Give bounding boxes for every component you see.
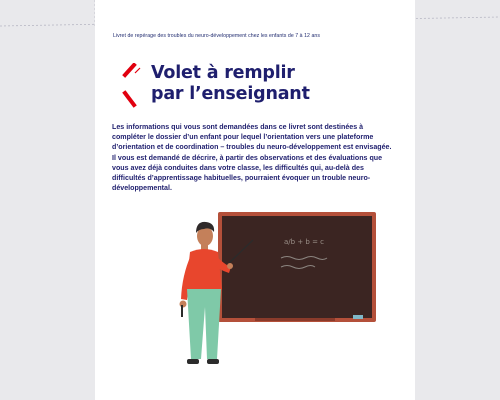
document-page <box>95 0 415 400</box>
page-title <box>151 63 351 105</box>
title-line-1: Volet à remplir <box>151 63 295 83</box>
board-formula: a/b + b = c <box>284 238 325 246</box>
title-line-2: par l’enseignant <box>151 84 310 104</box>
red-bracket-icon <box>120 63 142 109</box>
teacher-at-chalkboard-illustration <box>95 200 415 400</box>
document-header: Livret de repérage des troubles du neuro-développement chez les enfants de 7 à 12 ans <box>113 33 320 39</box>
intro-paragraph: Les informations qui vous sont demandées dans ce livret sont destinées à compléter le dossier d’un enfant pour lequel l’orientation vers une plateforme d’orientation et de coordination – troubles du neuro-développement est envisagée. Il vous est demandé de décrire, à partir des observations et des évaluations que vous avez déjà conduites dans votre classe, les difficultés qui, au-delà des difficultés d’apprentissage habituelles, pourraient évoquer un trouble neuro-développemental. <box>112 123 392 193</box>
chalkboard <box>218 212 376 322</box>
